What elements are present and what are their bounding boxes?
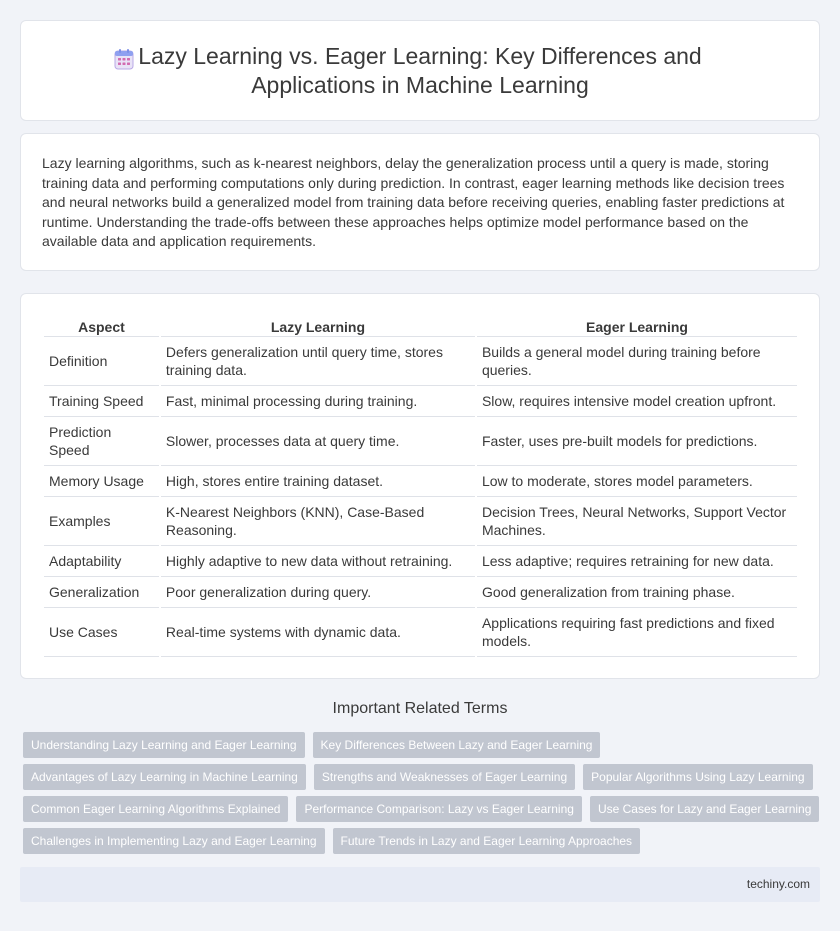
footer [20,867,820,902]
title-card [20,20,820,121]
related-terms-title: Important Related Terms [332,700,508,717]
cell-aspect: Examples [44,497,159,546]
related-tag[interactable]: Use Cases for Lazy and Eager Learning [590,796,819,822]
page-title: Lazy Learning vs. Eager Learning: Key Differences and Applications in Machine Learning [138,42,702,98]
cell-lazy: High, stores entire training dataset. [161,466,475,497]
table-row [44,546,797,577]
comparison-table [42,315,799,657]
intro-paragraph: Lazy learning algorithms, such as k-nearest neighbors, delay the generalization process until a query is made, storing training data and performing computations only during prediction. In contrast, eager learning methods like decision trees and neural networks build a generalized model from training data before receiving queries, enabling faster predictions at runtime. Understanding the trade-offs between these approaches helps optimize model performance based on the available data and application requirements. [42,155,785,249]
related-tag[interactable]: Popular Algorithms Using Lazy Learning [583,764,812,790]
cell-eager: Good generalization from training phase. [477,577,797,608]
table-row [44,417,797,466]
table-row [44,497,797,546]
cell-aspect: Memory Usage [44,466,159,497]
related-tags-row [23,764,813,790]
footer-site-link[interactable]: techiny.com [746,877,810,891]
cell-eager: Low to moderate, stores model parameters. [477,466,797,497]
related-tags-row [23,796,819,822]
related-tag[interactable]: Understanding Lazy Learning and Eager Learning [23,732,305,758]
cell-eager: Builds a general model during training before queries. [477,337,797,386]
cell-eager: Applications requiring fast predictions and fixed models. [477,608,797,657]
related-tags-row [23,828,640,854]
related-tag[interactable]: Challenges in Implementing Lazy and Eager Learning [23,828,325,854]
cell-lazy: Fast, minimal processing during training. [161,386,475,417]
cell-lazy: Defers generalization until query time, stores training data. [161,337,475,386]
cell-eager: Slow, requires intensive model creation upfront. [477,386,797,417]
related-tags-row [23,732,600,758]
related-tag[interactable]: Key Differences Between Lazy and Eager Learning [313,732,601,758]
cell-aspect: Adaptability [44,546,159,577]
header-eager-learning: Eager Learning [477,315,797,337]
intro-card [20,133,820,271]
cell-aspect: Generalization [44,577,159,608]
table-row [44,337,797,386]
cell-lazy: Poor generalization during query. [161,577,475,608]
related-tag[interactable]: Advantages of Lazy Learning in Machine Learning [23,764,306,790]
cell-aspect: Use Cases [44,608,159,657]
cell-aspect: Training Speed [44,386,159,417]
related-tag[interactable]: Performance Comparison: Lazy vs Eager Learning [296,796,581,822]
cell-eager: Less adaptive; requires retraining for new data. [477,546,797,577]
cell-lazy: Slower, processes data at query time. [161,417,475,466]
cell-aspect: Prediction Speed [44,417,159,466]
cell-aspect: Definition [44,337,159,386]
comparison-table-card [20,293,820,679]
header-aspect: Aspect [44,315,159,337]
related-tag[interactable]: Common Eager Learning Algorithms Explained [23,796,288,822]
table-row [44,386,797,417]
cell-lazy: K-Nearest Neighbors (KNN), Case-Based Reasoning. [161,497,475,546]
related-tag[interactable]: Future Trends in Lazy and Eager Learning Approaches [333,828,641,854]
header-lazy-learning: Lazy Learning [161,315,475,337]
cell-lazy: Highly adaptive to new data without retraining. [161,546,475,577]
table-row [44,466,797,497]
cell-eager: Faster, uses pre-built models for predictions. [477,417,797,466]
cell-eager: Decision Trees, Neural Networks, Support Vector Machines. [477,497,797,546]
related-tag[interactable]: Strengths and Weaknesses of Eager Learning [314,764,575,790]
table-row [44,608,797,657]
table-header-row [44,315,797,337]
cell-lazy: Real-time systems with dynamic data. [161,608,475,657]
table-row [44,577,797,608]
